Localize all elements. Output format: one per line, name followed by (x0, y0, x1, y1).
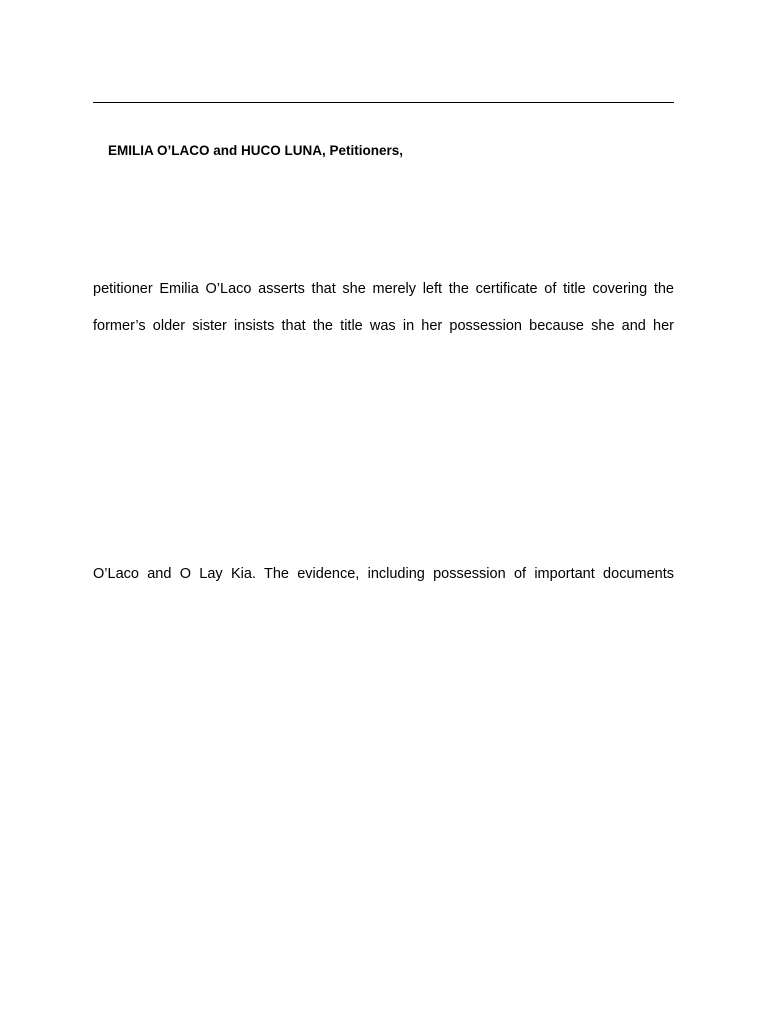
header-rule (93, 102, 674, 103)
text-line-3: O’Laco and O Lay Kia. The evidence, including possession of important documents (93, 566, 674, 582)
text-line-2: former’s older sister insists that the title was in her possession because she and her (93, 318, 674, 334)
case-title: EMILIA O’LACO and HUCO LUNA, Petitioners, (108, 143, 404, 158)
text-line-1: petitioner Emilia O’Laco asserts that she merely left the certificate of title covering the (93, 281, 674, 297)
